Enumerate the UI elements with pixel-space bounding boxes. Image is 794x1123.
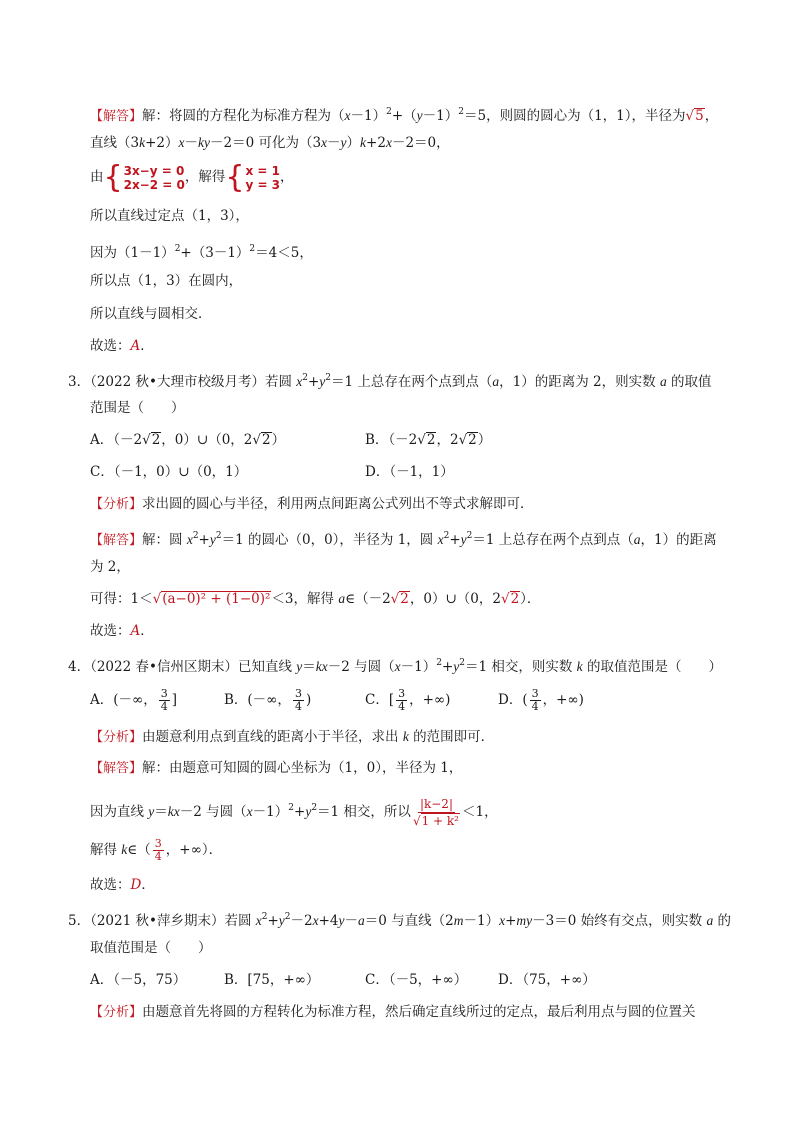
q4-option-d[interactable]: D．( $\frac{3}{4}$ ，+∞)	[498, 687, 584, 713]
solution-line-5: 因为$(1-1)^2+(3-1)^2=4<5$，	[90, 244, 313, 261]
answer-tag: 【解答】	[90, 761, 143, 776]
question-5-stem-cont: 取值范围是（ ）	[90, 940, 212, 956]
solution-line-6: 所以点（1，3）在圆内，	[90, 273, 243, 289]
distance-fraction: $\frac{|k-2|}{\text{√1 + k²}}$	[412, 797, 459, 828]
q5-option-a[interactable]: A．（－5，75）	[90, 972, 187, 988]
answer-tag: 【解答】	[90, 109, 143, 124]
solution-line-2: 直线（3k+2）x－ky－2＝0 可化为（3x－y）k+2x－2＝0，	[90, 135, 450, 151]
solution-line-7: 所以直线与圆相交．	[90, 306, 212, 322]
q4-solution-line-2: 因为直线 y＝kx－2 与圆$(x-1)^2+y^2=1$ 相交，所以 $\frac{|k-2|}{\text{√1 + k²}}$ ＜1，	[90, 797, 498, 828]
question-3-stem: 3．（2022 秋•大理市校级月考）若圆 $x^2+y^2=1$ 上总存在两个点到点（a，1）的距离为 2，则实数 a 的取值	[68, 373, 712, 390]
q5-option-c[interactable]: C．（－5，+∞）	[365, 972, 468, 988]
q5-option-b[interactable]: B．[75，+∞）	[224, 972, 320, 988]
q3-option-b[interactable]: B．（－2√2，2√2）	[365, 432, 492, 448]
q3-choose-line: 故选：A．	[90, 623, 154, 639]
q4-analysis: 【分析】由题意利用点到直线的距离小于半径，求出 k 的范围即可．	[90, 729, 495, 745]
question-4-stem: 4．（2022 春•信州区期末）已知直线 y＝kx－2 与圆$(x-1)^2+y^2=1$ 相交，则实数 k 的取值范围是（ ）	[68, 658, 722, 675]
q4-option-c[interactable]: C．[ $\frac{3}{4}$ ，+∞)	[365, 687, 451, 713]
system-solution: { x = 1 y = 3	[225, 159, 281, 195]
analysis-tag: 【分析】	[90, 497, 143, 512]
q3-option-c[interactable]: C．（－1，0）∪（0，1）	[90, 464, 248, 480]
question-3-stem-cont: 范围是（ ）	[90, 400, 185, 416]
q4-solution-line-1: 【解答】解：由题意可知圆的圆心坐标为（1，0），半径为 1，	[90, 760, 463, 776]
analysis-tag: 【分析】	[90, 1005, 143, 1020]
q4-option-a[interactable]: A．(－∞， $\frac{3}{4}$ ]	[90, 687, 178, 713]
q5-option-d[interactable]: D．（75，+∞）	[498, 972, 596, 988]
choose-line: 故选：A．	[90, 338, 154, 354]
solution-line-4: 所以直线过定点（1，3），	[90, 208, 249, 224]
question-5-stem: 5．（2021 秋•萍乡期末）若圆 $x^2+y^2-2x+4y-a=0$ 与直线（2m－1）x+my－3＝0 始终有交点，则实数 a 的	[68, 912, 731, 929]
q3-solution-line-3: 可得：1＜√(a−0)² + (1−0)²＜3，解得 a∈（－2√2，0）∪（0，2√2）．	[90, 591, 541, 607]
solution-line-1: 【解答】解：将圆的方程化为标准方程为$(x-1)^2+(y-1)^2=5$，则圆的圆心为（1，1），半径为√5，	[90, 107, 719, 124]
system-of-equations: { 3x−y = 0 2x−2 = 0	[103, 159, 185, 195]
q3-option-d[interactable]: D．（－1，1）	[365, 464, 454, 480]
q5-analysis: 【分析】由题意首先将圆的方程转化为标准方程，然后确定直线所过的定点，最后利用点与圆的位置关	[90, 1004, 696, 1020]
analysis-tag: 【分析】	[90, 730, 143, 745]
answer-tag: 【解答】	[90, 533, 143, 548]
solution-line-3: 由 { 3x−y = 0 2x−2 = 0 ，解得 { x = 1 y = 3 ，	[90, 159, 294, 195]
q3-option-a[interactable]: A．（－2√2，0）∪（0，2√2）	[90, 432, 286, 448]
q4-solution-line-3: 解得 k∈（ $\frac{3}{4}$ ，+∞）．	[90, 837, 223, 863]
q4-choose-line: 故选：D．	[90, 877, 155, 893]
q3-solution-line-1: 【解答】解：圆 $x^2+y^2=1$ 的圆心（0，0），半径为 1，圆 $x^2+y^2=1$ 上总存在两个点到点（a，1）的距离	[90, 531, 717, 548]
q3-solution-line-2: 为 2，	[90, 559, 130, 575]
q3-analysis: 【分析】求出圆的圆心与半径，利用两点间距离公式列出不等式求解即可．	[90, 496, 534, 512]
q4-option-b[interactable]: B．(－∞， $\frac{3}{4}$ )	[224, 687, 312, 713]
